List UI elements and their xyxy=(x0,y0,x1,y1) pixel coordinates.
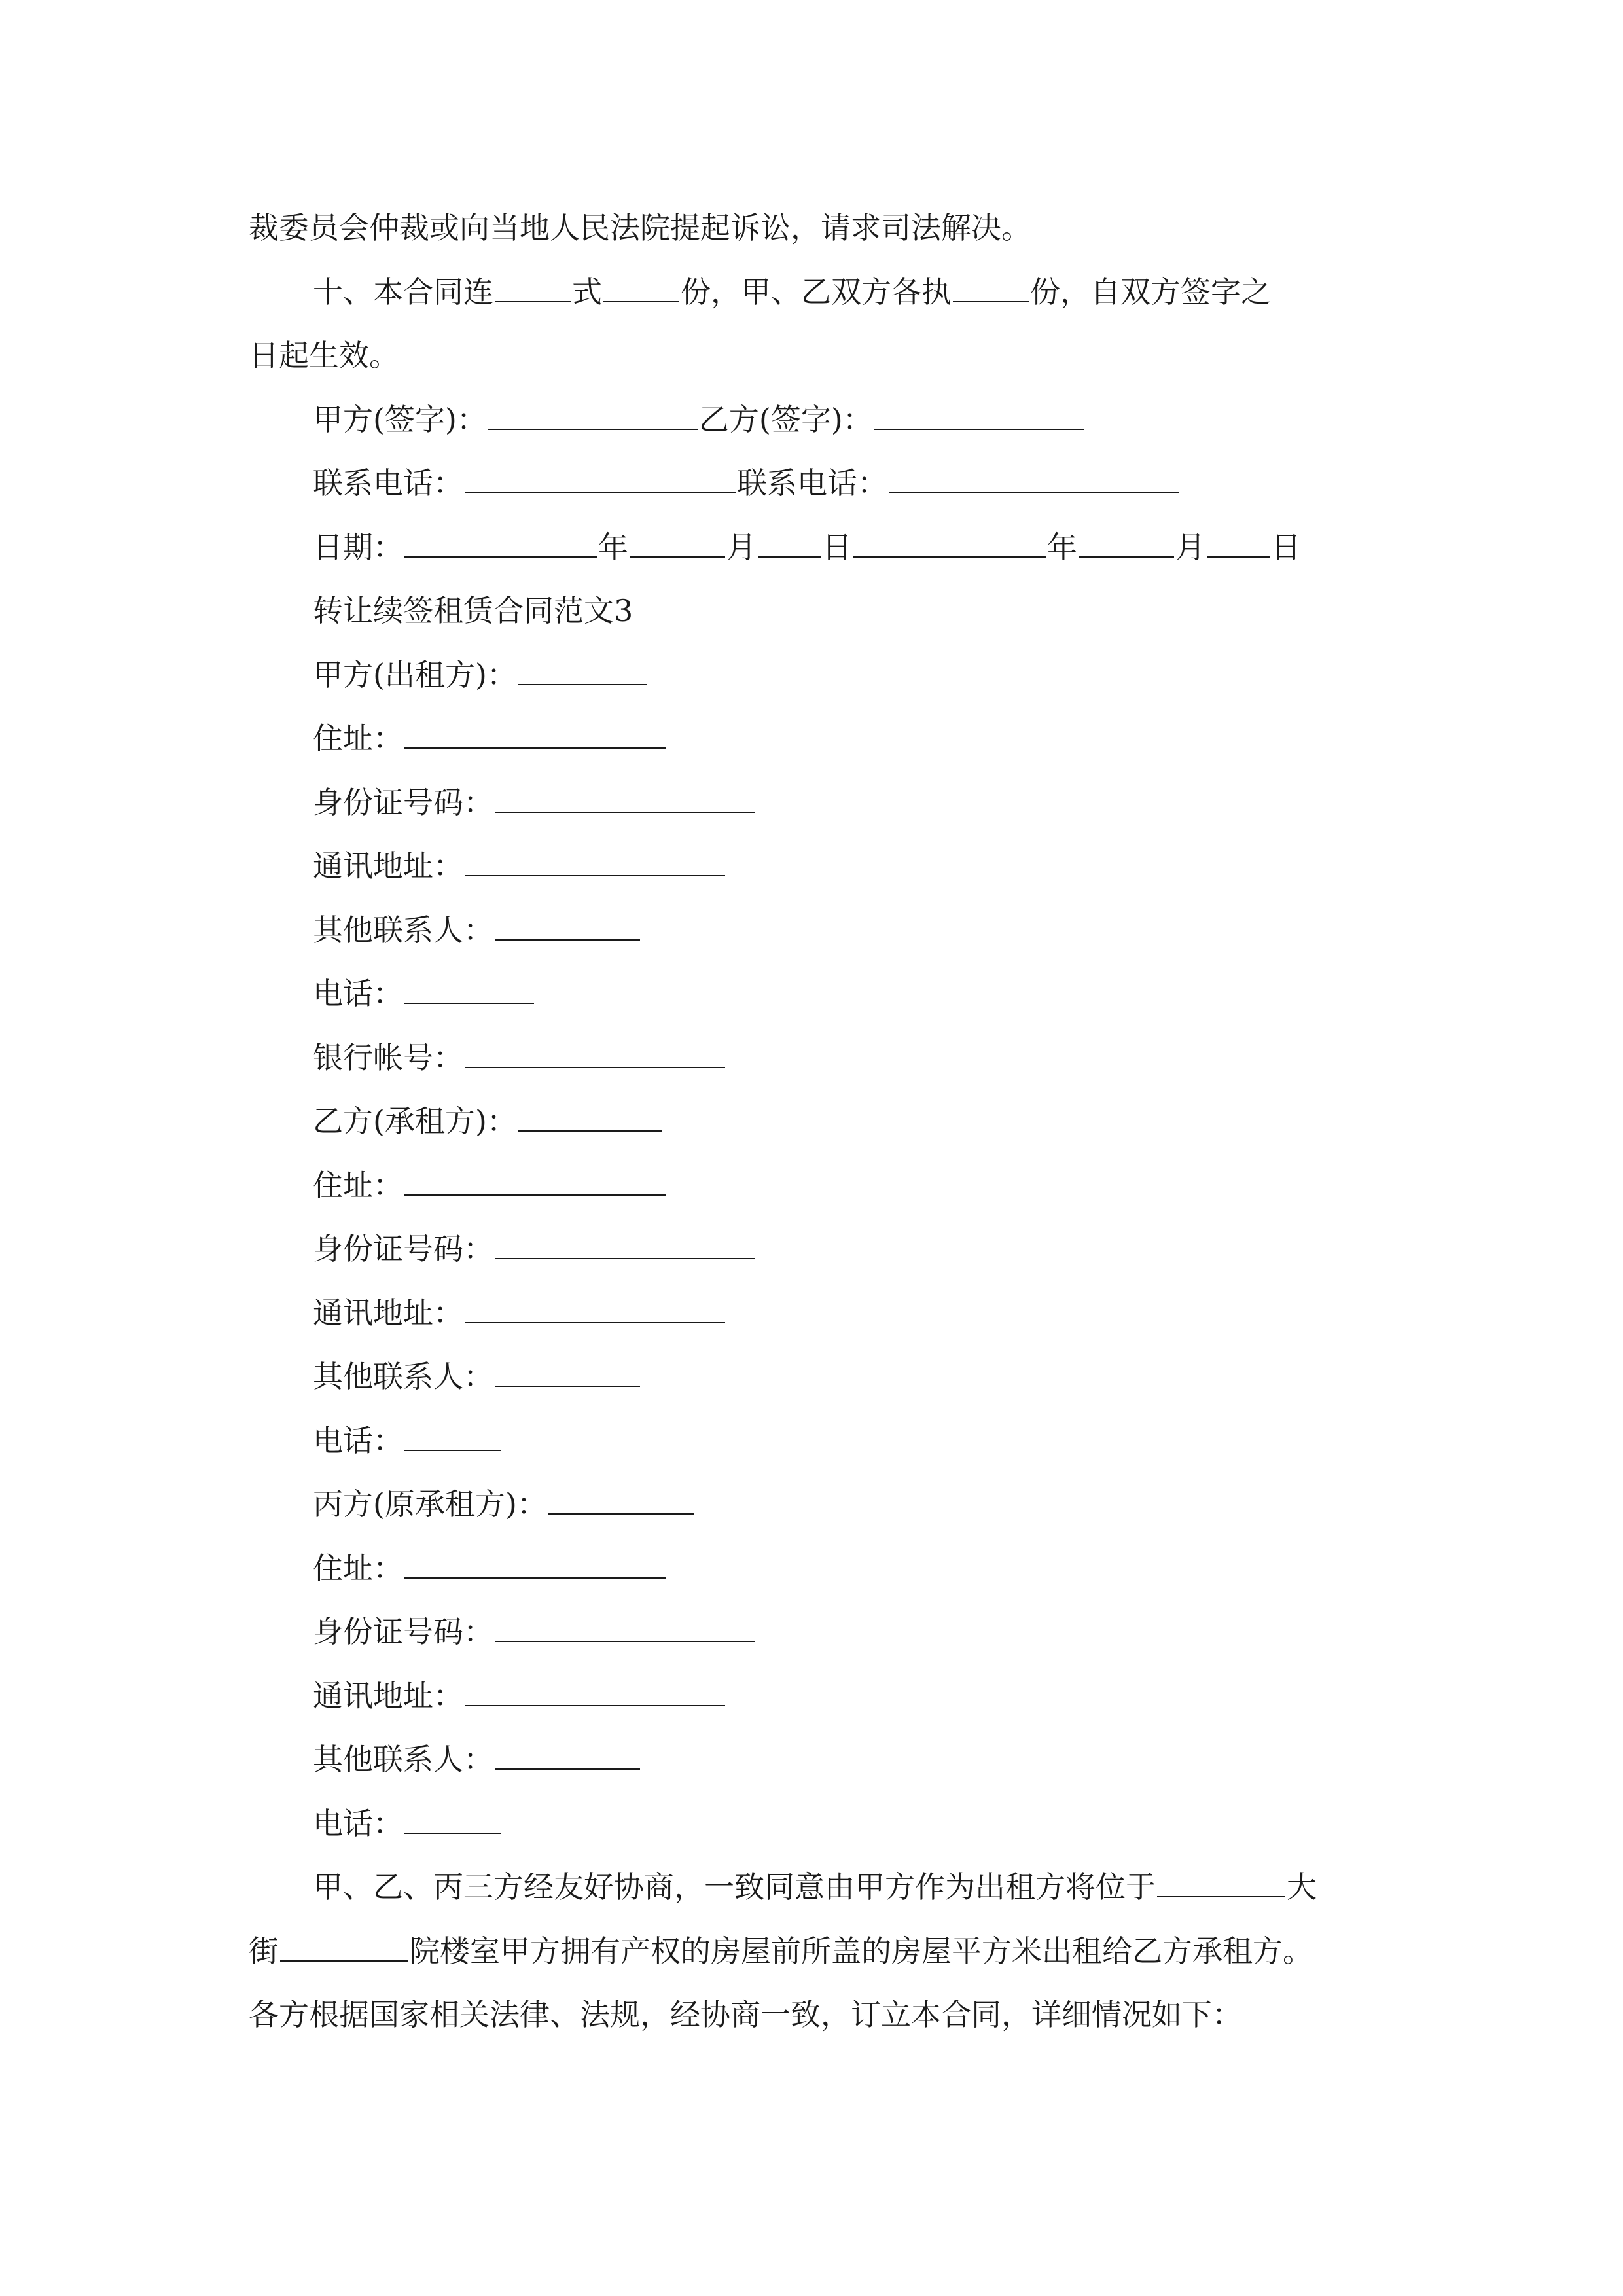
party-b-mail-blank[interactable] xyxy=(465,1322,725,1323)
party-a-address-field xyxy=(249,707,1400,771)
party-b-name-label: 乙方(承租方)： xyxy=(313,1103,517,1139)
party-a-contact-label: 其他联系人： xyxy=(313,912,493,948)
party-a-contact-field xyxy=(249,899,1400,963)
party-a-bank-blank[interactable] xyxy=(465,1067,725,1068)
agreement-paragraph-line-3: 各方根据国家相关法律、法规，经协商一致，订立本合同，详细情况如下： xyxy=(249,1997,1242,2032)
clause-ten-text: 式 xyxy=(572,274,602,310)
party-c-contact-label: 其他联系人： xyxy=(313,1742,493,1777)
party-b-tel-label: 电话： xyxy=(313,1422,403,1458)
party-a-name-label: 甲方(出租方)： xyxy=(313,656,517,692)
party-b-id-blank[interactable] xyxy=(495,1258,755,1259)
day-label: 日 xyxy=(1271,529,1301,565)
year-label: 年 xyxy=(598,529,628,565)
party-c-id-blank[interactable] xyxy=(495,1641,755,1642)
agreement-paragraph-line-1 xyxy=(249,1856,1400,1920)
party-c-tel-blank[interactable] xyxy=(404,1833,501,1834)
party-b-address-field xyxy=(249,1154,1400,1218)
copies-total-blank[interactable] xyxy=(495,301,571,302)
party-b-signature-blank[interactable] xyxy=(874,429,1084,430)
clause-ten-end: 日起生效。 xyxy=(249,338,399,373)
party-c-contact-blank[interactable] xyxy=(495,1768,640,1770)
party-c-mail-field xyxy=(249,1664,1400,1729)
party-c-id-field xyxy=(249,1600,1400,1664)
paragraph-text: 街 xyxy=(249,1933,279,1969)
street-blank[interactable] xyxy=(1157,1896,1285,1897)
party-a-signature-blank[interactable] xyxy=(488,429,698,430)
party-c-mail-blank[interactable] xyxy=(465,1705,725,1706)
party-a-month-blank[interactable] xyxy=(630,556,725,558)
party-c-tel-field xyxy=(249,1792,1400,1856)
day-label: 日 xyxy=(822,529,852,565)
party-a-bank-field xyxy=(249,1026,1400,1090)
party-c-name-blank[interactable] xyxy=(548,1513,694,1515)
party-a-day-blank[interactable] xyxy=(758,556,821,558)
party-b-year-blank[interactable] xyxy=(853,556,1046,558)
party-a-mail-blank[interactable] xyxy=(465,875,725,876)
date-label: 日期： xyxy=(313,529,403,565)
clause-ten-text: 十、本合同连 xyxy=(313,274,493,310)
clause-ten-line xyxy=(249,260,1400,325)
party-b-contact-label: 其他联系人： xyxy=(313,1359,493,1394)
party-a-contact-blank[interactable] xyxy=(495,939,640,941)
party-a-phone-blank[interactable] xyxy=(465,492,736,493)
clause-ten-text: 份，自双方签字之 xyxy=(1030,274,1271,310)
party-b-phone-label: 联系电话： xyxy=(737,465,887,501)
party-c-address-blank[interactable] xyxy=(404,1577,666,1579)
party-a-address-label: 住址： xyxy=(313,721,403,756)
party-a-bank-label: 银行帐号： xyxy=(313,1039,463,1075)
clause-ten-text: 份，甲、乙双方各执 xyxy=(681,274,952,310)
party-c-address-field xyxy=(249,1537,1400,1601)
party-c-id-label: 身份证号码： xyxy=(313,1614,493,1649)
party-b-id-field xyxy=(249,1217,1400,1282)
paragraph-text: 大 xyxy=(1287,1869,1317,1905)
party-b-month-blank[interactable] xyxy=(1079,556,1174,558)
party-b-tel-blank[interactable] xyxy=(404,1450,501,1451)
party-a-phone-label: 联系电话： xyxy=(313,465,463,501)
party-b-phone-blank[interactable] xyxy=(889,492,1179,493)
party-a-mail-label: 通讯地址： xyxy=(313,848,463,884)
party-c-tel-label: 电话： xyxy=(313,1805,403,1841)
clause-nine-continuation: 裁委员会仲裁或向当地人民法院提起诉讼，请求司法解决。 xyxy=(249,210,1031,245)
month-label: 月 xyxy=(726,529,757,565)
party-c-name-field xyxy=(249,1473,1400,1537)
party-a-id-field xyxy=(249,771,1400,835)
party-a-id-label: 身份证号码： xyxy=(313,784,493,820)
party-a-mail-field xyxy=(249,834,1400,899)
date-line xyxy=(249,516,1400,580)
party-b-mail-field xyxy=(249,1282,1400,1346)
party-b-contact-blank[interactable] xyxy=(495,1386,640,1387)
party-c-contact-field xyxy=(249,1728,1400,1792)
party-a-name-blank[interactable] xyxy=(518,684,647,685)
party-a-year-blank[interactable] xyxy=(404,556,597,558)
signature-line xyxy=(249,388,1400,452)
party-a-tel-label: 电话： xyxy=(313,976,403,1011)
party-a-tel-field xyxy=(249,962,1400,1026)
party-c-name-label: 丙方(原承租方)： xyxy=(313,1486,547,1522)
courtyard-blank[interactable] xyxy=(280,1960,408,1962)
party-b-address-blank[interactable] xyxy=(404,1194,666,1196)
paragraph-text: 甲、乙、丙三方经友好协商，一致同意由甲方作为出租方将位于 xyxy=(313,1869,1156,1905)
party-b-address-label: 住址： xyxy=(313,1167,403,1203)
month-label: 月 xyxy=(1175,529,1205,565)
document-page xyxy=(249,196,1400,2047)
party-a-name-field xyxy=(249,643,1400,708)
paragraph-text: 院楼室甲方拥有产权的房屋前所盖的房屋平方米出租给乙方承租方。 xyxy=(410,1933,1313,1969)
party-a-tel-blank[interactable] xyxy=(404,1003,534,1004)
party-b-contact-field xyxy=(249,1345,1400,1409)
party-b-day-blank[interactable] xyxy=(1207,556,1270,558)
copies-each-blank[interactable] xyxy=(953,301,1029,302)
party-a-id-blank[interactable] xyxy=(495,812,755,813)
contact-phone-line xyxy=(249,452,1400,516)
agreement-paragraph-line-2 xyxy=(249,1920,1400,1984)
party-b-signature-label: 乙方(签字)： xyxy=(698,401,873,437)
year-label: 年 xyxy=(1047,529,1077,565)
copies-count-blank[interactable] xyxy=(603,301,679,302)
section-title: 转让续签租赁合同范文3 xyxy=(313,593,633,628)
party-c-address-label: 住址： xyxy=(313,1550,403,1586)
party-c-mail-label: 通讯地址： xyxy=(313,1677,463,1713)
party-b-name-blank[interactable] xyxy=(518,1130,662,1132)
party-b-tel-field xyxy=(249,1409,1400,1473)
party-a-address-blank[interactable] xyxy=(404,747,666,749)
party-b-id-label: 身份证号码： xyxy=(313,1231,493,1266)
party-b-mail-label: 通讯地址： xyxy=(313,1295,463,1331)
party-b-name-field xyxy=(249,1090,1400,1154)
party-a-signature-label: 甲方(签字)： xyxy=(313,401,487,437)
